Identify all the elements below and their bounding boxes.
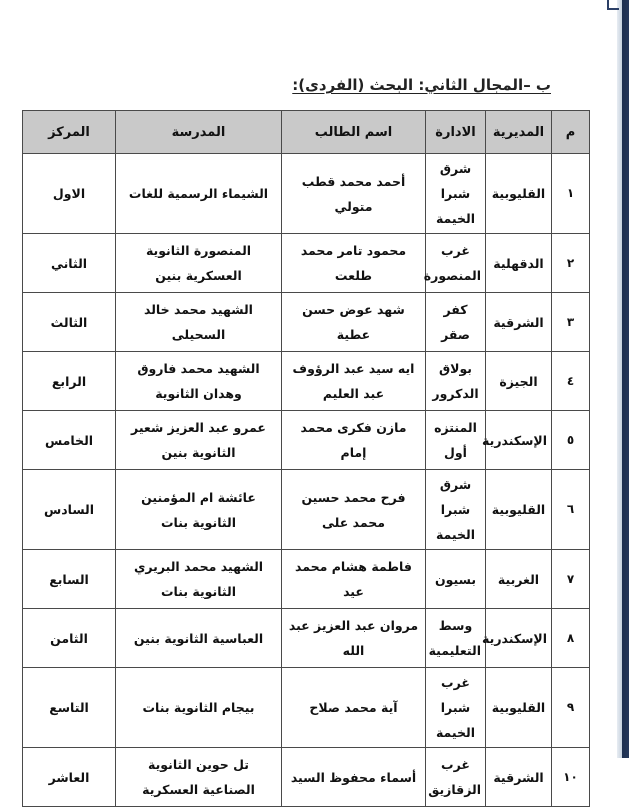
rank-cell: التاسع (23, 668, 116, 748)
header-administration: الادارة (426, 111, 486, 154)
rank-cell: الثامن (23, 609, 116, 668)
rank-cell: الرابع (23, 352, 116, 411)
directorate-cell: الشرقية (486, 293, 552, 352)
administration-cell: بسيون (426, 550, 486, 609)
section-heading: ب –المجال الثاني: البحث (الفردى): (292, 76, 551, 94)
row-number: ٢ (552, 234, 590, 293)
directorate-cell: القليوبية (486, 668, 552, 748)
administration-cell: المنتزه أول (426, 411, 486, 470)
administration-cell: غرب شبرا الخيمة (426, 668, 486, 748)
administration-cell: غرب المنصورة (426, 234, 486, 293)
row-number: ٥ (552, 411, 590, 470)
header-student-name: اسم الطالب (282, 111, 426, 154)
corner-mark-icon (607, 0, 619, 10)
window-edge-bar (617, 0, 629, 758)
rank-cell: الاول (23, 154, 116, 234)
table-row (23, 293, 590, 352)
school-cell: عمرو عبد العزيز شعير الثانوية بنين (116, 411, 282, 470)
school-cell: تل حوين الثانوية الصناعية العسكرية (116, 748, 282, 807)
student-name-cell: مازن فكرى محمد إمام (282, 411, 426, 470)
row-number: ٧ (552, 550, 590, 609)
table-row (23, 352, 590, 411)
school-cell: المنصورة الثانوية العسكرية بنين (116, 234, 282, 293)
student-name-cell: محمود تامر محمد طلعت (282, 234, 426, 293)
directorate-cell: الغربية (486, 550, 552, 609)
directorate-cell: القليوبية (486, 154, 552, 234)
student-name-cell: فرح محمد حسين محمد على (282, 470, 426, 550)
directorate-cell: الدقهلية (486, 234, 552, 293)
school-cell: عائشة ام المؤمنين الثانوية بنات (116, 470, 282, 550)
student-name-cell: أحمد محمد قطب متولي (282, 154, 426, 234)
school-cell: الشهيد محمد البريري الثانوية بنات (116, 550, 282, 609)
table-row (23, 234, 590, 293)
school-cell: الشهيد محمد خالد السحيلى (116, 293, 282, 352)
administration-cell: شرق شبرا الخيمة (426, 470, 486, 550)
header-directorate: المديرية (486, 111, 552, 154)
header-school: المدرسة (116, 111, 282, 154)
administration-cell: كفر صقر (426, 293, 486, 352)
table-row (23, 748, 590, 807)
table-row (23, 550, 590, 609)
table-row (23, 609, 590, 668)
student-name-cell: شهد عوض حسن عطية (282, 293, 426, 352)
table-row (23, 668, 590, 748)
administration-cell: بولاق الدكرور (426, 352, 486, 411)
school-cell: العباسية الثانوية بنين (116, 609, 282, 668)
school-cell: الشهيد محمد فاروق وهدان الثانوية (116, 352, 282, 411)
header-number: م (552, 111, 590, 154)
directorate-cell: القليوبية (486, 470, 552, 550)
rank-cell: السابع (23, 550, 116, 609)
row-number: ٩ (552, 668, 590, 748)
table-row (23, 470, 590, 550)
table-header-row (23, 111, 590, 154)
rank-cell: الثاني (23, 234, 116, 293)
administration-cell: شرق شبرا الخيمة (426, 154, 486, 234)
directorate-cell: الإسكندرية (486, 411, 552, 470)
results-table (22, 110, 590, 807)
directorate-cell: الإسكندرية (486, 609, 552, 668)
row-number: ٦ (552, 470, 590, 550)
school-cell: بيجام الثانوية بنات (116, 668, 282, 748)
table-row (23, 411, 590, 470)
rank-cell: العاشر (23, 748, 116, 807)
student-name-cell: مروان عبد العزيز عبد الله (282, 609, 426, 668)
administration-cell: غرب الزقازيق (426, 748, 486, 807)
rank-cell: الخامس (23, 411, 116, 470)
table-row (23, 154, 590, 234)
student-name-cell: ايه سيد عبد الرؤوف عبد العليم (282, 352, 426, 411)
rank-cell: السادس (23, 470, 116, 550)
row-number: ٤ (552, 352, 590, 411)
row-number: ١ (552, 154, 590, 234)
rank-cell: الثالث (23, 293, 116, 352)
student-name-cell: فاطمة هشام محمد عيد (282, 550, 426, 609)
directorate-cell: الشرقية (486, 748, 552, 807)
row-number: ٨ (552, 609, 590, 668)
school-cell: الشيماء الرسمية للغات (116, 154, 282, 234)
student-name-cell: آية محمد صلاح (282, 668, 426, 748)
header-rank: المركز (23, 111, 116, 154)
row-number: ٣ (552, 293, 590, 352)
student-name-cell: أسماء محفوظ السيد (282, 748, 426, 807)
directorate-cell: الجيزة (486, 352, 552, 411)
row-number: ١٠ (552, 748, 590, 807)
administration-cell: وسط التعليمية (426, 609, 486, 668)
